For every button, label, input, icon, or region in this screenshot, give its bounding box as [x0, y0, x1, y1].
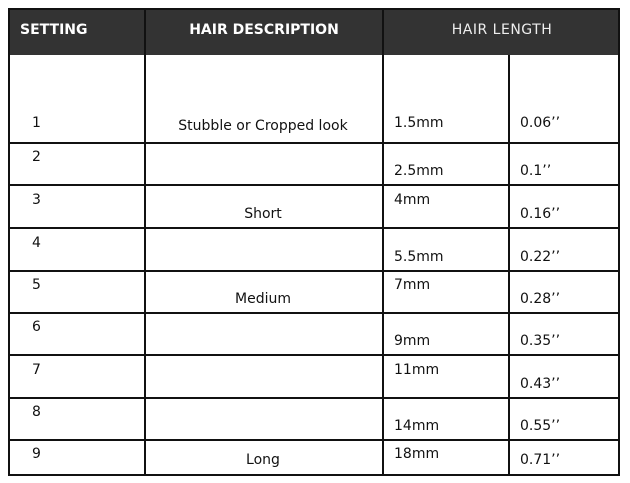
cell-length-inch: 0.06’’ — [520, 115, 561, 131]
cell-hair-description: Long — [246, 452, 280, 468]
row-divider — [10, 184, 618, 186]
cell-setting: 6 — [32, 319, 41, 335]
cell-hair-description: Short — [244, 206, 282, 222]
row-divider — [10, 142, 618, 144]
cell-length-mm: 18mm — [394, 446, 440, 462]
hair-length-table — [8, 8, 620, 476]
cell-length-mm: 14mm — [394, 418, 440, 434]
column-divider — [382, 10, 384, 474]
cell-setting: 8 — [32, 404, 41, 420]
table-header — [10, 10, 618, 55]
cell-length-inch: 0.43’’ — [520, 376, 561, 392]
header-hair-length: HAIR LENGTH — [451, 22, 553, 38]
cell-hair-description: Medium — [235, 291, 291, 307]
cell-hair-description: Stubble or Cropped look — [178, 118, 348, 134]
cell-length-mm: 1.5mm — [394, 115, 444, 131]
cell-length-inch: 0.16’’ — [520, 206, 561, 222]
cell-length-mm: 2.5mm — [394, 163, 444, 179]
cell-length-inch: 0.22’’ — [520, 249, 561, 265]
header-hair-description: HAIR DESCRIPTION — [189, 22, 339, 38]
cell-setting: 2 — [32, 149, 41, 165]
cell-length-inch: 0.35’’ — [520, 333, 561, 349]
cell-length-inch: 0.71’’ — [520, 452, 561, 468]
cell-length-mm: 11mm — [394, 362, 440, 378]
cell-length-mm: 7mm — [394, 277, 431, 293]
cell-length-inch: 0.55’’ — [520, 418, 561, 434]
cell-setting: 9 — [32, 446, 41, 462]
row-divider — [10, 312, 618, 314]
cell-setting: 4 — [32, 235, 41, 251]
cell-length-mm: 9mm — [394, 333, 431, 349]
header-setting: SETTING — [20, 22, 88, 38]
row-divider — [10, 397, 618, 399]
column-divider — [144, 10, 146, 474]
column-divider — [508, 55, 510, 474]
row-divider — [10, 439, 618, 441]
cell-length-mm: 5.5mm — [394, 249, 444, 265]
cell-length-inch: 0.1’’ — [520, 163, 552, 179]
cell-length-inch: 0.28’’ — [520, 291, 561, 307]
row-divider — [10, 354, 618, 356]
cell-setting: 3 — [32, 192, 41, 208]
cell-length-mm: 4mm — [394, 192, 431, 208]
row-divider — [10, 227, 618, 229]
cell-setting: 5 — [32, 277, 41, 293]
cell-setting: 1 — [32, 115, 41, 131]
row-divider — [10, 270, 618, 272]
cell-setting: 7 — [32, 362, 41, 378]
